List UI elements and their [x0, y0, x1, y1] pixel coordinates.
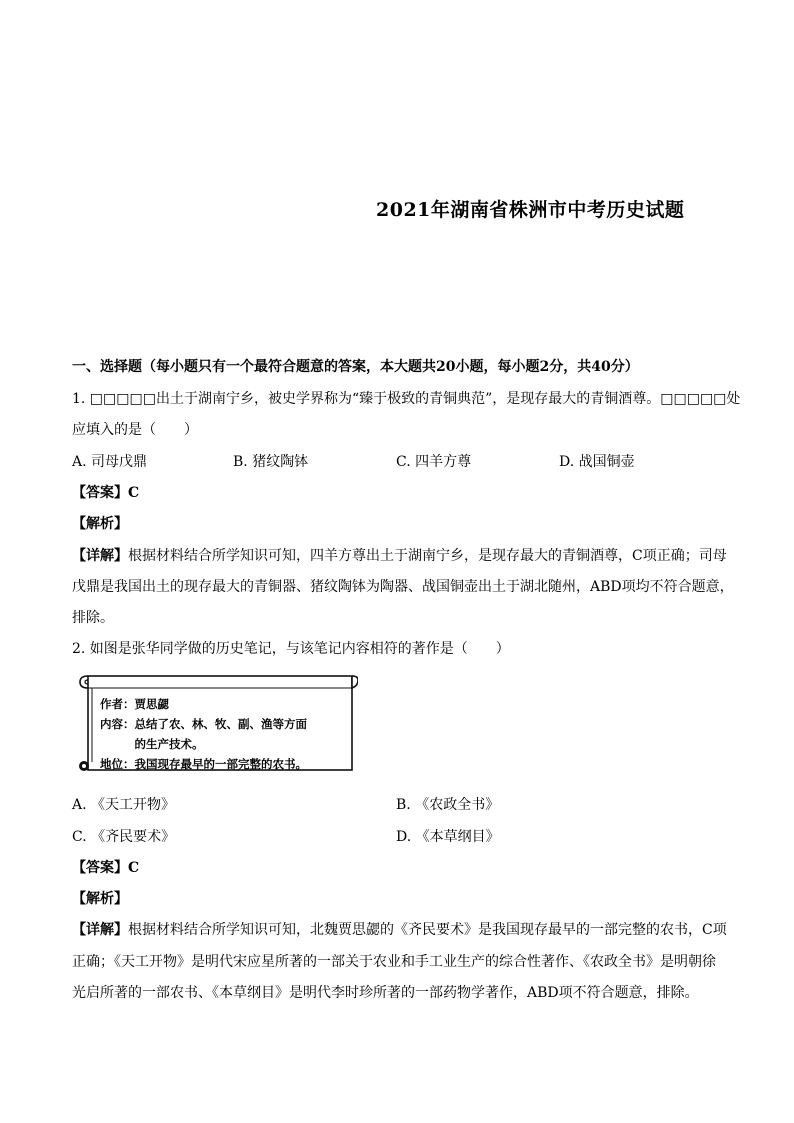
q2-detail-line2: 正确；《天工开物》是明代宋应星所著的一部关于农业和手工业生产的综合性著作、《农政全书》是明朝徐: [72, 954, 716, 970]
q1-stem-line1: 1. □□□□□出土于湖南宁乡，被史学界称为“臻于极致的青铜典范”，是现存最大的青铜酒尊。□□□□□处: [72, 391, 741, 407]
note-content-line2: 的生产技术。: [100, 737, 204, 751]
q2-option-c: C. 《齐民要术》: [72, 829, 176, 845]
detail-tag: 【详解】: [72, 922, 128, 938]
page-title: 2021年湖南省株洲市中考历史试题: [376, 199, 685, 221]
q2-option-a: A. 《天工开物》: [72, 797, 176, 813]
note-content-line1: 内容：总结了农、林、牧、副、渔等方面: [100, 717, 307, 731]
history-note-scroll: [76, 670, 358, 778]
detail-text: 根据材料结合所学知识可知，北魏贾思勰的《齐民要术》是我国现存最早的一部完整的农书，C项: [128, 922, 727, 938]
answer-tag: 【答案】: [72, 860, 128, 876]
q1-option-a: A. 司母戊鼎: [72, 454, 148, 470]
q2-analysis-tag: 【解析】: [72, 891, 128, 907]
q1-detail-line3: 排除。: [72, 610, 114, 626]
q2-option-d: D. 《本草纲目》: [396, 829, 500, 845]
q1-option-b: B. 猪纹陶钵: [233, 454, 309, 470]
q1-answer: [72, 483, 139, 503]
note-author: 作者：贾思勰: [100, 697, 169, 711]
note-status: 地位：我国现存最早的一部完整的农书。: [100, 757, 307, 771]
q1-detail-line1: [72, 546, 727, 566]
q2-option-b: B. 《农政全书》: [396, 797, 500, 813]
detail-tag: 【详解】: [72, 548, 128, 564]
answer-tag: 【答案】: [72, 485, 128, 501]
q2-detail-line3: 光启所著的一部农书、《本草纲目》是明代李时珍所著的一部药物学著作，ABD项不符合题意，排除。: [72, 985, 699, 1001]
answer-value: C: [128, 860, 140, 876]
q1-option-d: D. 战国铜壶: [559, 454, 635, 470]
q1-option-c: C. 四羊方尊: [396, 454, 472, 470]
q2-detail-line1: [72, 920, 727, 940]
section-heading: 一、选择题（每小题只有一个最符合题意的答案，本大题共20小题，每小题2分，共40分）: [72, 359, 639, 375]
answer-value: C: [128, 485, 140, 501]
q1-stem-line2: 应填入的是（ ）: [72, 422, 198, 438]
q2-stem-line1: 2. 如图是张华同学做的历史笔记，与该笔记内容相符的著作是（ ）: [72, 641, 510, 657]
q2-answer: [72, 858, 139, 878]
q1-detail-line2: 戊鼎是我国出土的现存最大的青铜器、猪纹陶钵为陶器、战国铜壶出土于湖北随州，ABD项均不符合题意，: [72, 579, 734, 595]
q1-analysis-tag: 【解析】: [72, 516, 128, 532]
detail-text: 根据材料结合所学知识可知，四羊方尊出土于湖南宁乡，是现存最大的青铜酒尊，C项正确；司母: [128, 548, 727, 564]
